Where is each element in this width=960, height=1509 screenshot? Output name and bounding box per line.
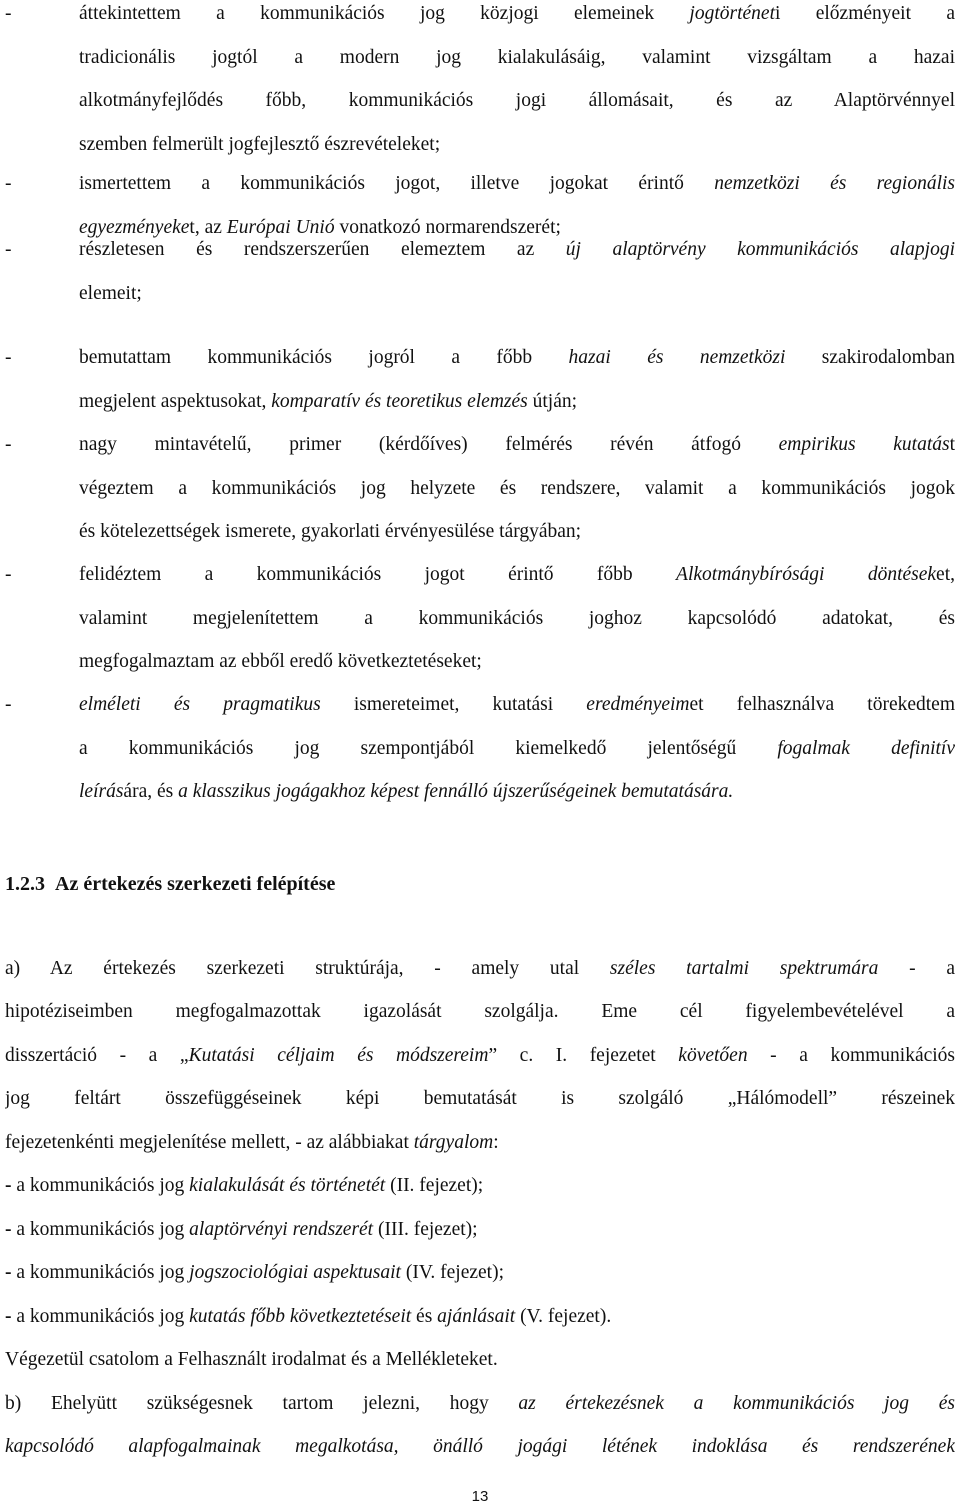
bold-run: - [5, 1175, 12, 1196]
text-run: alkotmányfejlődés főbb, kommunikációs jogi állomásait, és az Alaptörvénnyel [79, 90, 955, 111]
italic-run: eredményeim [586, 694, 690, 715]
bullet-line [79, 89, 955, 113]
bullet-line [79, 607, 955, 631]
bullet-line [79, 2, 955, 26]
italic-run: jogtörténet [689, 3, 775, 24]
italic-run: komparatív és teoretikus elemzés [271, 390, 528, 412]
bullet-dash: - [5, 3, 12, 24]
bold-run: - [5, 1219, 12, 1240]
italic-run: kutatás főbb következtetéseit [189, 1306, 412, 1327]
text-run: a kommunikációs jog [11, 1175, 190, 1196]
text-run: : [493, 1132, 499, 1153]
italic-run: széles tartalmi spektrumára [609, 958, 879, 979]
text-run: áttekintettem a kommunikációs jog közjogi elemeinek [79, 3, 690, 24]
italic-run: empirikus kutatás [778, 434, 950, 455]
bold-run: - [5, 1262, 12, 1283]
text-run: ismertettem a kommunikációs jogot, illetve jogokat érintő [79, 173, 715, 194]
bullet-line [79, 390, 577, 414]
italic-run: Alkotmánybírósági döntések [676, 564, 937, 585]
text-run: disszertáció - a „ [5, 1045, 189, 1066]
paragraph-line [5, 1435, 955, 1459]
italic-run: követően [678, 1045, 748, 1066]
text-run: t [949, 434, 955, 455]
italic-run: Európai Unió [226, 216, 335, 238]
paragraph-line [5, 1305, 611, 1329]
text-run: Végezetül csatolom a Felhasznált irodalmat és a Mellékleteket. [5, 1349, 498, 1370]
text-run: útján; [527, 390, 578, 412]
bullet-line [79, 520, 581, 544]
text-run: a kommunikációs jog szempontjából kiemelkedő jelentőségű [79, 737, 778, 759]
italic-run: kapcsolódó alapfogalmainak megalkotása, önálló jogági létének indoklása és rendszerének [5, 1436, 955, 1457]
paragraph-line [5, 1000, 955, 1024]
bullet-dash: - [5, 694, 12, 715]
paragraph-line [5, 1174, 483, 1198]
text-run: nagy mintavételű, primer (kérdőíves) felmérés révén átfogó [79, 434, 779, 455]
text-run: i előzményeit a [775, 3, 955, 24]
text-run: ” c. I. fejezetet [488, 1045, 679, 1066]
text-run: tradicionális jogtól a modern jog kialakulásáig, valamint vizsgáltam a hazai [79, 46, 955, 68]
text-run: fejezetenkénti megjelenítése mellett, - az alábbiakat [5, 1132, 414, 1153]
bullet-dash: - [5, 239, 12, 260]
italic-run: Kutatási céljaim és módszereim [188, 1045, 489, 1066]
paragraph-line [5, 1087, 955, 1111]
text-run: et, [936, 564, 955, 585]
text-run: jog feltárt összefüggéseinek képi bemutatását is szolgáló „Hálómodell” részeinek [5, 1088, 955, 1109]
text-run: et felhasználva törekedtem [689, 694, 955, 715]
text-run: ára, és [123, 781, 179, 802]
italic-run: jogszociológiai aspektusait [189, 1262, 401, 1283]
bullet-line [79, 216, 561, 240]
text-run: (V. fejezet). [515, 1306, 612, 1327]
text-run: (III. fejezet); [373, 1219, 478, 1240]
bullet-line [79, 282, 142, 306]
text-run: vonatkozó normarendszerét; [334, 216, 561, 238]
text-run: és kötelezettségek ismerete, gyakorlati érvényesülése tárgyában; [79, 521, 582, 542]
paragraph-line [5, 1044, 955, 1068]
text-run: szemben felmerült jogfejlesztő észrevételeket; [79, 133, 441, 155]
bullet-line [79, 46, 955, 70]
text-run: megfogalmaztam az ebből eredő következtetéseket; [79, 651, 482, 672]
paragraph-line [5, 957, 955, 981]
text-run: ismereteimet, kutatási [320, 694, 587, 715]
italic-run: a klasszikus jogágakhoz képest fennálló újszerűségeinek bemutatására. [178, 781, 734, 802]
bullet-line [79, 737, 955, 761]
bullet-line [79, 693, 955, 717]
paragraph-line [5, 1348, 498, 1372]
text-run: részletesen és rendszerszerűen elemeztem az [79, 239, 566, 260]
bold-run: - [5, 1306, 12, 1327]
bullet-line [79, 477, 955, 501]
bullet-dash: - [5, 347, 12, 368]
italic-run: alaptörvényi rendszerét [189, 1219, 374, 1240]
italic-run: leírás [79, 781, 124, 802]
bullet-line [79, 780, 733, 804]
text-run: hipotéziseimben megfogalmazottak igazolását szolgálja. Eme cél figyelembevételével a [5, 1001, 955, 1022]
italic-run: új alaptörvény kommunikációs alapjogi [565, 239, 955, 260]
italic-run: nemzetközi és regionális [714, 173, 955, 194]
text-run: a kommunikációs jog [11, 1306, 190, 1327]
bullet-line [79, 563, 955, 587]
italic-run: ajánlásait [437, 1306, 516, 1327]
text-run: elemeit; [79, 282, 142, 304]
paragraph-line [5, 1131, 499, 1155]
section-heading [5, 872, 335, 896]
text-run: szakirodalomban [785, 347, 955, 368]
page-number: 13 [471, 1488, 489, 1505]
italic-run: hazai és nemzetközi [568, 347, 786, 368]
text-run: - a [878, 958, 955, 979]
text-run: (IV. fejezet); [400, 1262, 504, 1283]
italic-run: elméleti és pragmatikus [79, 694, 321, 715]
bullet-line [79, 172, 955, 196]
bullet-line [79, 650, 482, 674]
text-run: és [411, 1306, 438, 1327]
italic-run: tárgyalom [413, 1132, 494, 1153]
bullet-line [79, 346, 955, 370]
italic-run: kialakulását és történetét [189, 1175, 386, 1196]
bullet-dash: - [5, 564, 12, 585]
paragraph-line [5, 1261, 504, 1285]
section-title: Az értekezés szerkezeti felépítése [55, 873, 336, 895]
italic-run: egyezményeke [79, 216, 190, 238]
bullet-dash: - [5, 434, 12, 455]
italic-run: fogalmak definitív [777, 737, 955, 759]
text-run: végeztem a kommunikációs jog helyzete és rendszere, valamit a kommunikációs jogok [79, 477, 955, 499]
italic-run: az értekezésnek a kommunikációs jog és [518, 1393, 955, 1414]
text-run: a) Az értekezés szerkezeti struktúrája, - amely utal [5, 958, 610, 979]
text-run: megjelent aspektusokat, [79, 390, 272, 412]
bullet-line [79, 133, 440, 157]
text-run: felidéztem a kommunikációs jogot érintő főbb [79, 564, 677, 585]
text-run: t, az [189, 216, 227, 238]
text-run: a kommunikációs jog [11, 1219, 190, 1240]
bullet-line [79, 433, 955, 457]
text-run: - a kommunikációs [747, 1045, 955, 1066]
section-number: 1.2.3 [5, 873, 45, 895]
text-run: b) Ehelyütt szükségesnek tartom jelezni, hogy [5, 1393, 519, 1414]
paragraph-line [5, 1218, 478, 1242]
text-run: bemutattam kommunikációs jogról a főbb [79, 347, 569, 368]
bullet-dash: - [5, 173, 12, 194]
bullet-line [79, 238, 955, 262]
text-run: a kommunikációs jog [11, 1262, 190, 1283]
paragraph-line [5, 1392, 955, 1416]
text-run: valamint megjelenítettem a kommunikációs joghoz kapcsolódó adatokat, és [79, 607, 955, 629]
text-run: (II. fejezet); [385, 1175, 484, 1196]
